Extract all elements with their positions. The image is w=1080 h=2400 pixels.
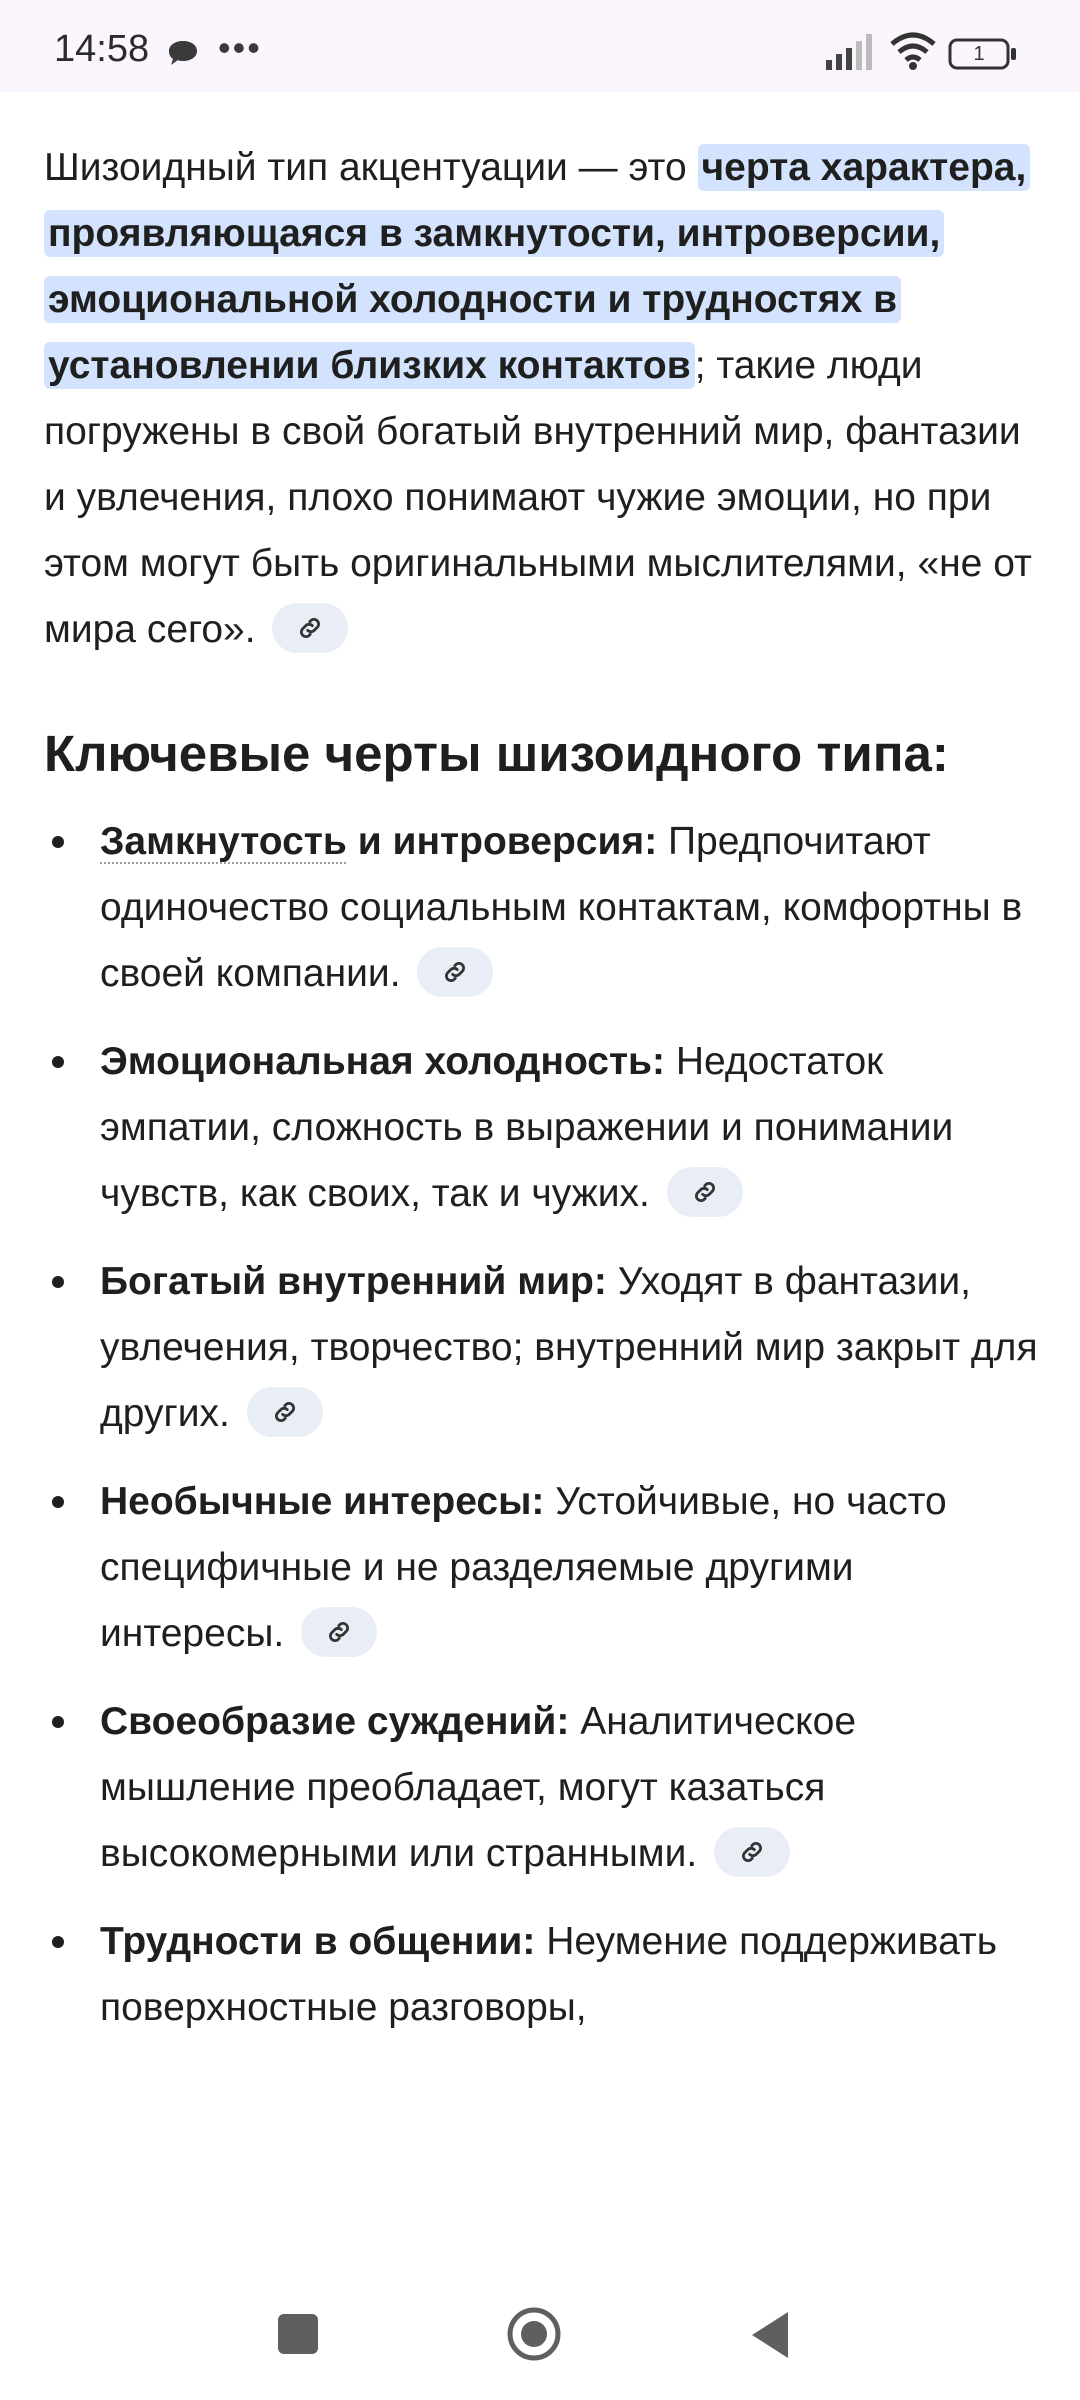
intro-paragraph bbox=[44, 135, 1044, 663]
status-time: 14:58 bbox=[54, 28, 150, 70]
term-link[interactable]: Замкнутость bbox=[100, 820, 347, 863]
intro-highlight: черта характера, проявляющаяся в замкнутости, интроверсии, эмоциональной холодности и трудностях в установлении близких контактов bbox=[44, 144, 1030, 389]
wifi-icon bbox=[890, 32, 936, 70]
more-dots-icon: ••• bbox=[218, 27, 262, 68]
article-content bbox=[44, 135, 1044, 2063]
item-text: Устойчивые, но часто специфичные и не разделяемые другими интересы. bbox=[100, 1480, 947, 1655]
link-icon bbox=[325, 1618, 353, 1646]
item-text: Предпочитают одиночество социальным контактам, комфортны в своей компании. bbox=[100, 820, 1023, 995]
list-item bbox=[44, 1249, 1044, 1447]
item-term: Трудности в общении: bbox=[100, 1920, 536, 1963]
source-link-button[interactable] bbox=[247, 1387, 323, 1437]
intro-text-2: ; такие люди погружены в свой богатый внутренний мир, фантазии и увлечения, плохо понимают чужие эмоции, но при этом могут быть оригинальными мыслителями, «не от мира сего». bbox=[44, 344, 1032, 651]
source-link-button[interactable] bbox=[667, 1167, 743, 1217]
section-heading: Ключевые черты шизоидного типа: bbox=[44, 725, 949, 782]
source-link-button[interactable] bbox=[714, 1827, 790, 1877]
status-bar bbox=[0, 0, 1080, 92]
source-link-button[interactable] bbox=[417, 947, 493, 997]
chat-bubble-icon bbox=[166, 38, 200, 70]
link-icon bbox=[296, 614, 324, 642]
recent-apps-button[interactable] bbox=[278, 2314, 318, 2354]
link-icon bbox=[271, 1398, 299, 1426]
source-link-button[interactable] bbox=[301, 1607, 377, 1657]
item-text: Уходят в фантазии, увлечения, творчество; внутренний мир закрыт для других. bbox=[100, 1260, 1038, 1435]
item-term: Богатый внутренний мир: bbox=[100, 1260, 607, 1303]
item-text: Аналитическое мышление преобладает, могут казаться высокомерными или странными. bbox=[100, 1700, 857, 1875]
link-icon bbox=[691, 1178, 719, 1206]
item-term: Своеобразие суждений: bbox=[100, 1700, 570, 1743]
list-item bbox=[44, 1469, 1044, 1667]
item-term: Необычные интересы: bbox=[100, 1480, 545, 1523]
list-item bbox=[44, 1909, 1044, 2041]
item-text: Недостаток эмпатии, сложность в выражении и понимании чувств, как своих, так и чужих. bbox=[100, 1040, 954, 1215]
term-rest: и интроверсия: bbox=[346, 820, 658, 863]
list-item bbox=[44, 1689, 1044, 1887]
link-icon bbox=[441, 958, 469, 986]
intro-text-1: Шизоидный тип акцентуации — это bbox=[44, 146, 698, 189]
list-item bbox=[44, 809, 1044, 1007]
list-item bbox=[44, 1029, 1044, 1227]
traits-list bbox=[44, 809, 1044, 2041]
item-term: Эмоциональная холодность: bbox=[100, 1040, 666, 1083]
item-text: Неумение поддерживать поверхностные разговоры, bbox=[100, 1920, 998, 2029]
signal-icon bbox=[826, 34, 876, 70]
back-button[interactable] bbox=[748, 2310, 792, 2360]
source-link-button[interactable] bbox=[272, 603, 348, 653]
battery-level: 1 bbox=[973, 43, 985, 65]
link-icon bbox=[738, 1838, 766, 1866]
navigation-bar bbox=[0, 2272, 1080, 2400]
home-button[interactable] bbox=[506, 2306, 562, 2362]
